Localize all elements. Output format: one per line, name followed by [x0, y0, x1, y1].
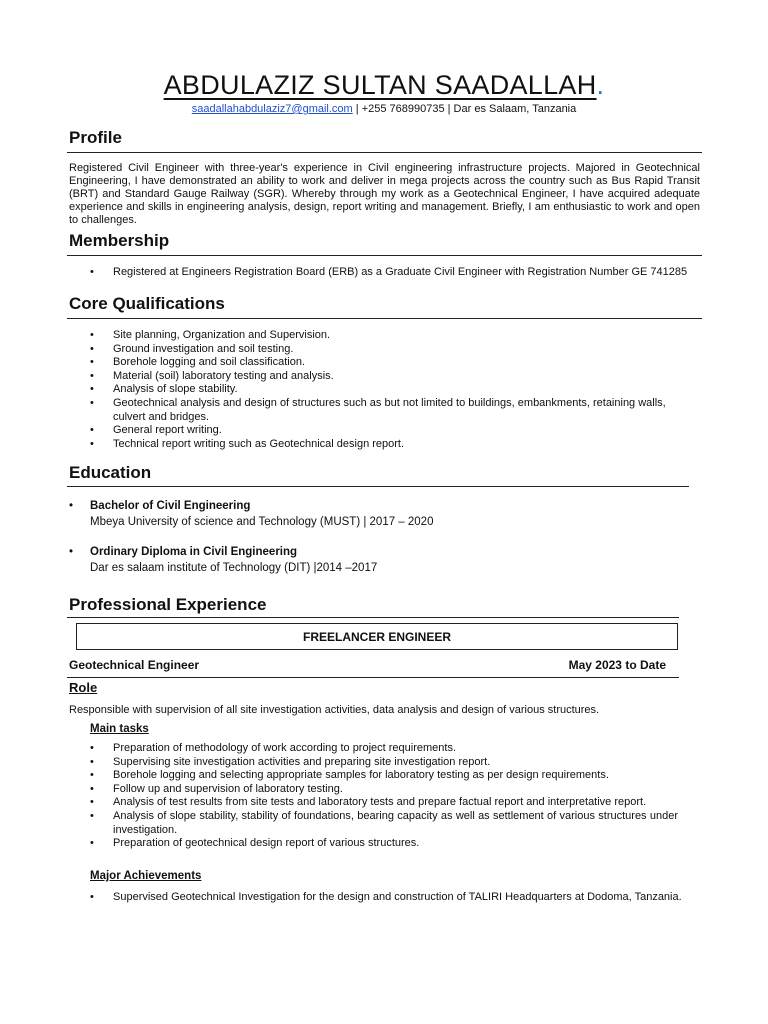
degree-title: Bachelor of Civil Engineering	[90, 500, 251, 512]
education-heading: Education	[69, 463, 152, 482]
qualifications-list	[90, 329, 670, 451]
qualifications-heading: Core Qualifications	[69, 294, 225, 313]
membership-list	[90, 266, 700, 280]
experience-divider	[67, 617, 679, 618]
list-item: • Geotechnical analysis and design of structures such as but not limited to buildings, embankments, retaining walls, culvert and bridges.	[90, 396, 666, 423]
profile-heading: Profile	[69, 128, 122, 147]
achievements-list	[90, 891, 700, 905]
tasks-heading: Main tasks	[90, 723, 149, 735]
employer-box: FREELANCER ENGINEER	[76, 623, 678, 650]
list-item: • General report writing.	[90, 424, 222, 437]
education-item: • Bachelor of Civil Engineering Mbeya University of science and Technology (MUST) | 2017 – 2020	[69, 498, 669, 530]
list-item: • Analysis of slope stability, stability of foundations, bearing capacity as well as settlement of various structures under investigation.	[90, 809, 678, 836]
profile-divider	[67, 152, 702, 153]
job-divider	[67, 677, 679, 678]
job-position: Geotechnical Engineer	[69, 658, 200, 672]
list-item: • Technical report writing such as Geotechnical design report.	[90, 437, 405, 450]
candidate-name: ABDULAZIZ SULTAN SAADALLAH.	[163, 70, 605, 100]
list-item: • Site planning, Organization and Supervision.	[90, 329, 331, 341]
list-item: • Supervising site investigation activities and preparing site investigation report.	[90, 755, 491, 768]
list-item: • Material (soil) laboratory testing and analysis.	[90, 369, 334, 382]
list-item: • Borehole logging and selecting appropriate samples for laboratory testing as per design requirements.	[90, 769, 609, 782]
contact-line	[0, 103, 768, 115]
role-heading: Role	[69, 680, 98, 695]
membership-heading: Membership	[69, 231, 170, 250]
list-item: • Preparation of geotechnical design report of various structures.	[90, 837, 420, 850]
list-item: • Follow up and supervision of laboratory testing.	[90, 782, 343, 795]
contact-details: | +255 768990735 | Dar es Salaam, Tanzania	[352, 103, 577, 115]
job-date: May 2023 to Date	[568, 658, 666, 672]
degree-title: Ordinary Diploma in Civil Engineering	[90, 546, 298, 558]
list-item: • Registered at Engineers Registration Board (ERB) as a Graduate Civil Engineer with Registration Number GE 741285	[90, 266, 688, 278]
tasks-list	[90, 742, 678, 851]
profile-text: Registered Civil Engineer with three-year's experience in Civil engineering infrastructure projects. Majored in Geotechnical Engineering, I have demonstrated an ability to work and deliver in mega projects across the country such as Bus Rapid Transit (BRT) and Standard Gauge Railway (SGR). Whereby through my work as a Geotechnical Engineer, I have acquired adequate experience and skills in engineering analysis, design, report writing and management. Briefly, I am enthusiastic to work and open to challenges.	[69, 162, 700, 226]
experience-heading: Professional Experience	[69, 595, 267, 614]
education-item: • Ordinary Diploma in Civil Engineering Dar es salaam institute of Technology (DIT) |2014 –2017	[69, 544, 669, 576]
qualifications-divider	[67, 318, 702, 319]
degree-detail: Dar es salaam institute of Technology (DIT) |2014 –2017	[90, 562, 378, 574]
list-item: • Analysis of test results from site tests and laboratory tests and prepare factual report and interpretative report.	[90, 796, 647, 809]
job-line	[69, 658, 669, 672]
degree-detail: Mbeya University of science and Technology (MUST) | 2017 – 2020	[90, 516, 434, 528]
list-item: • Analysis of slope stability.	[90, 383, 238, 396]
list-item: • Supervised Geotechnical Investigation for the design and construction of TALIRI Headquarters at Dodoma, Tanzania.	[90, 891, 682, 903]
achievements-heading: Major Achievements	[90, 870, 202, 882]
email-link[interactable]: saadallahabdulaziz7@gmail.com	[191, 103, 353, 115]
list-item: • Borehole logging and soil classification.	[90, 356, 306, 369]
membership-divider	[67, 255, 702, 256]
role-text: Responsible with supervision of all site investigation activities, data analysis and design of various structures.	[69, 704, 600, 716]
education-divider	[67, 486, 689, 487]
list-item: • Preparation of methodology of work according to project requirements.	[90, 742, 457, 754]
list-item: • Ground investigation and soil testing.	[90, 342, 294, 355]
